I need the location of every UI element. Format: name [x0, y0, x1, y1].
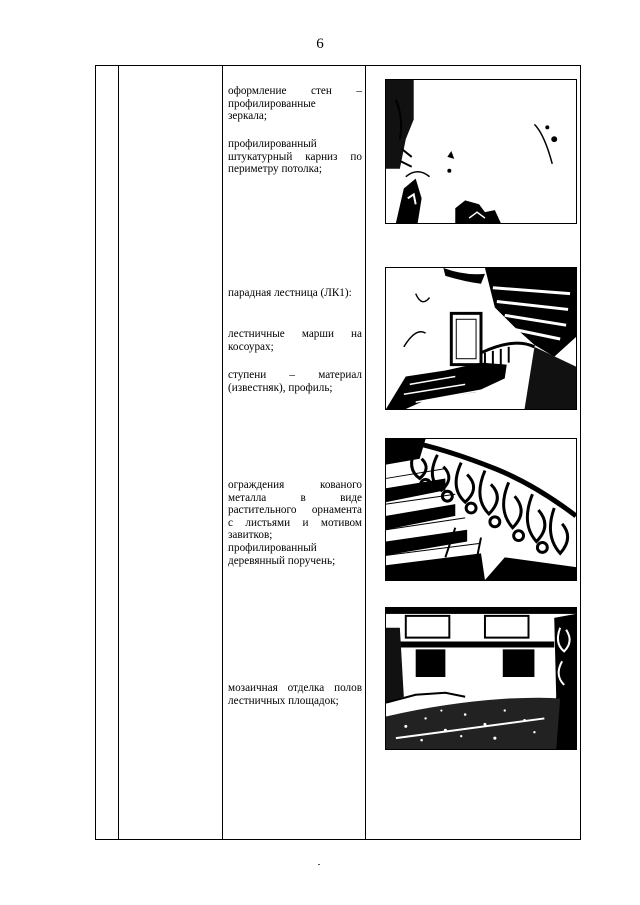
row-2-text-flights: лестничные марши на косоурах; — [228, 328, 362, 353]
row-4-text-mosaic: мозаичная отделка полов лестничных площадок; — [228, 682, 362, 707]
row-2-text-steps: ступени – материал (известняк), профиль; — [228, 369, 362, 394]
staircase-photo — [385, 267, 577, 410]
column-divider — [365, 66, 366, 839]
row-1-text-wall: оформление стен – профилированные зеркала; — [228, 85, 362, 123]
row-1-text-cornice: профилированный штукатурный карниз по периметру потолка; — [228, 138, 362, 176]
page-mark — [318, 864, 320, 865]
page-number: 6 — [316, 36, 324, 52]
heritage-table — [95, 65, 581, 840]
wrought-iron-railing-photo — [385, 438, 577, 581]
row-3-text-railing: ограждения кованого металла в виде растительного орнамента с листьями и мотивом завитков; профилированный деревянный поручень; — [228, 479, 362, 567]
column-divider — [222, 66, 223, 839]
column-divider — [118, 66, 119, 839]
row-2-text-staircase: парадная лестница (ЛК1): — [228, 287, 352, 299]
interior-wall-mirror-photo — [385, 79, 577, 224]
mosaic-floor-landing-photo — [385, 607, 577, 750]
